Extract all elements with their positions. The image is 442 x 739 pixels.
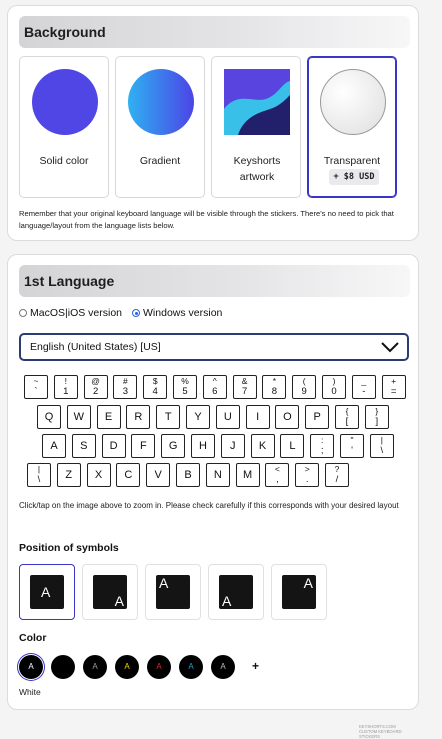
keyboard-key (102, 434, 126, 458)
key-shift-symbol: ) (332, 376, 336, 386)
keyboard-key (310, 434, 334, 458)
key-base-symbol: / (335, 474, 339, 485)
background-option-label: Solid color (39, 155, 89, 167)
key-shift-symbol: @ (91, 376, 100, 386)
key-letter: Z (65, 469, 73, 481)
windows-radio[interactable] (132, 309, 140, 317)
keyboard-key (173, 375, 197, 399)
transparent-swatch (320, 69, 386, 135)
keyboard-key (246, 405, 270, 429)
keyboard-key (262, 375, 286, 399)
background-option-label: Transparent (323, 155, 381, 167)
key-letter: K (258, 440, 267, 452)
keyboard-key (27, 463, 51, 487)
key-letter: W (73, 411, 84, 423)
key-base-symbol: 3 (122, 386, 129, 397)
position-option-bottom-left[interactable] (208, 564, 264, 620)
background-section-title: Background (19, 16, 410, 48)
keyboard-key (370, 434, 394, 458)
keyboard-key (265, 463, 289, 487)
key-shift-symbol: ^ (212, 376, 217, 386)
key-base-symbol: 5 (182, 386, 188, 397)
background-option-artwork[interactable] (211, 56, 301, 198)
keyboard-key (84, 375, 108, 399)
key-shift-symbol: : (321, 435, 324, 445)
keyboard-key (236, 463, 260, 487)
key-shift-symbol: ( (302, 376, 306, 386)
color-option[interactable]: A (19, 655, 43, 679)
keyboard-key (295, 463, 319, 487)
key-shift-symbol: % (181, 376, 189, 386)
key-letter: O (283, 411, 292, 423)
zoom-note: Click/tap on the image above to zoom in. Please check carefully if this corresponds with your desired layout (19, 501, 399, 510)
background-option-label: Gradient (139, 155, 181, 167)
keyboard-key (365, 405, 389, 429)
keyboard-key (216, 405, 240, 429)
keyboard-footnote: KEYSHORTS.COM CUSTOM KEYBOARD STICKERS (359, 724, 402, 739)
key-shift-symbol: | (380, 435, 383, 445)
keyboard-key (280, 434, 304, 458)
key-letter: M (243, 469, 253, 481)
key-base-symbol: ' (351, 445, 353, 456)
language-select-value: English (United States) [US] (30, 341, 161, 353)
keyboard-key (97, 405, 121, 429)
key-shift-symbol: * (272, 376, 277, 386)
color-option[interactable]: A (51, 655, 75, 679)
key-base-symbol: - (362, 386, 366, 397)
key-letter: H (199, 440, 207, 452)
key-shift-symbol: & (241, 376, 248, 386)
key-base-symbol: 9 (301, 386, 307, 397)
key-letter: I (256, 411, 260, 423)
keyboard-key (352, 375, 376, 399)
key-base-symbol: [ (345, 416, 349, 427)
key-base-symbol: \ (37, 474, 41, 485)
key-shift-symbol: < (274, 464, 280, 474)
keyboard-key (322, 375, 346, 399)
keyboard-key (233, 375, 257, 399)
key-letter: L (289, 440, 296, 452)
price-badge: + $8 USD (329, 169, 379, 185)
keyboard-key (126, 405, 150, 429)
color-option[interactable]: A (211, 655, 235, 679)
key-base-symbol: 7 (241, 386, 248, 397)
keyboard-key (37, 405, 61, 429)
keyboard-key (161, 434, 185, 458)
key-shift-symbol: } (375, 406, 379, 416)
key-base-symbol: . (305, 474, 309, 485)
key-shift-symbol: > (304, 464, 310, 474)
key-shift-symbol: $ (152, 376, 158, 386)
position-option-center[interactable] (19, 564, 75, 620)
key-letter: N (213, 469, 222, 481)
key-shift-symbol: ! (64, 376, 67, 386)
keyboard-key (176, 463, 200, 487)
keyboard-key (206, 463, 230, 487)
keyboard-key (54, 375, 78, 399)
color-option[interactable]: A (83, 655, 107, 679)
keyboard-key (203, 375, 227, 399)
key-letter: V (154, 469, 162, 481)
artwork-swatch (224, 69, 290, 135)
background-option-transparent[interactable] (307, 56, 397, 198)
position-preview-key: A (156, 575, 190, 609)
keyboard-key (325, 463, 349, 487)
keyboard-key (42, 434, 66, 458)
key-shift-symbol: " (350, 435, 354, 445)
keyboard-key (116, 463, 140, 487)
key-base-symbol: ` (34, 386, 38, 397)
key-base-symbol: 2 (92, 386, 99, 397)
key-shift-symbol: ~ (33, 376, 39, 386)
key-letter: Y (194, 411, 202, 423)
keyboard-key (191, 434, 215, 458)
keyboard-key (292, 375, 316, 399)
position-preview-key: A (30, 575, 64, 609)
macos-radio[interactable] (19, 309, 27, 317)
key-letter: F (140, 440, 147, 452)
key-base-symbol: ] (375, 416, 379, 427)
key-base-symbol: , (276, 474, 279, 485)
key-letter: T (164, 411, 172, 423)
position-of-symbols-title: Position of symbols (19, 542, 119, 554)
key-shift-symbol: ? (334, 464, 340, 474)
color-title: Color (19, 632, 47, 644)
position-option-top-right[interactable] (271, 564, 327, 620)
os-version-radios (19, 307, 232, 319)
key-base-symbol: \ (380, 445, 384, 456)
keyboard-key (113, 375, 137, 399)
key-letter: R (134, 411, 143, 423)
keyboard-key (67, 405, 91, 429)
key-shift-symbol: { (345, 406, 349, 416)
background-option-gradient[interactable] (115, 56, 205, 198)
key-letter: U (223, 411, 232, 423)
keyboard-key (87, 463, 111, 487)
keyboard-key (57, 463, 81, 487)
position-option-bottom-right[interactable] (82, 564, 138, 620)
keyboard-key (251, 434, 275, 458)
keyboard-key (146, 463, 170, 487)
keyboard-key (131, 434, 155, 458)
key-base-symbol: 4 (152, 386, 158, 397)
key-base-symbol: 1 (63, 386, 69, 397)
key-letter: G (168, 440, 178, 452)
keyboard-key (72, 434, 96, 458)
add-color-button[interactable]: + (252, 659, 260, 673)
background-note: Remember that your original keyboard language will be visible through the stickers. There's no need to pick that language/layout from the language lists below. (19, 209, 394, 230)
keyboard-key (305, 405, 329, 429)
key-letter: Q (44, 411, 54, 423)
position-preview-key: A (219, 575, 253, 609)
language-select[interactable] (19, 333, 409, 361)
key-shift-symbol: + (391, 376, 397, 386)
keyboard-key (382, 375, 406, 399)
key-letter: A (50, 440, 58, 452)
key-letter: D (109, 440, 118, 452)
key-shift-symbol: _ (361, 376, 367, 386)
selected-color-name: White (19, 687, 41, 697)
keyboard-key (340, 434, 364, 458)
gradient-swatch (128, 69, 194, 135)
key-letter: E (104, 411, 113, 423)
keyboard-key (143, 375, 167, 399)
key-shift-symbol: | (37, 464, 41, 474)
background-section (7, 5, 419, 241)
key-letter: P (313, 411, 321, 423)
keyboard-key (275, 405, 299, 429)
background-option-label: Keyshorts artwork (233, 155, 281, 183)
color-option[interactable]: A (115, 655, 139, 679)
key-letter: X (94, 469, 103, 481)
key-base-symbol: ; (320, 445, 324, 456)
color-option[interactable]: A (147, 655, 171, 679)
chevron-down-icon (381, 340, 399, 354)
position-option-top-left[interactable] (145, 564, 201, 620)
key-base-symbol: 6 (212, 386, 218, 397)
keyboard-key (186, 405, 210, 429)
windows-radio-label[interactable]: Windows version (143, 307, 223, 319)
keyboard-key (24, 375, 48, 399)
key-base-symbol: = (390, 386, 397, 397)
key-letter: C (124, 469, 133, 481)
key-letter: B (184, 469, 192, 481)
background-option-solid[interactable] (19, 56, 109, 198)
keyboard-key (335, 405, 359, 429)
position-preview-key: A (282, 575, 316, 609)
key-letter: J (230, 440, 236, 452)
language-section (7, 254, 419, 739)
solid-color-swatch (32, 69, 98, 135)
keyboard-key (221, 434, 245, 458)
key-base-symbol: 0 (331, 386, 337, 397)
keyboard-key (156, 405, 180, 429)
key-shift-symbol: # (123, 376, 128, 386)
language-section-title: 1st Language (19, 265, 410, 297)
macos-radio-label[interactable]: MacOS|iOS version (30, 307, 123, 319)
position-preview-key: A (93, 575, 127, 609)
color-option[interactable]: A (179, 655, 203, 679)
key-base-symbol: 8 (271, 386, 278, 397)
key-letter: S (80, 440, 88, 452)
